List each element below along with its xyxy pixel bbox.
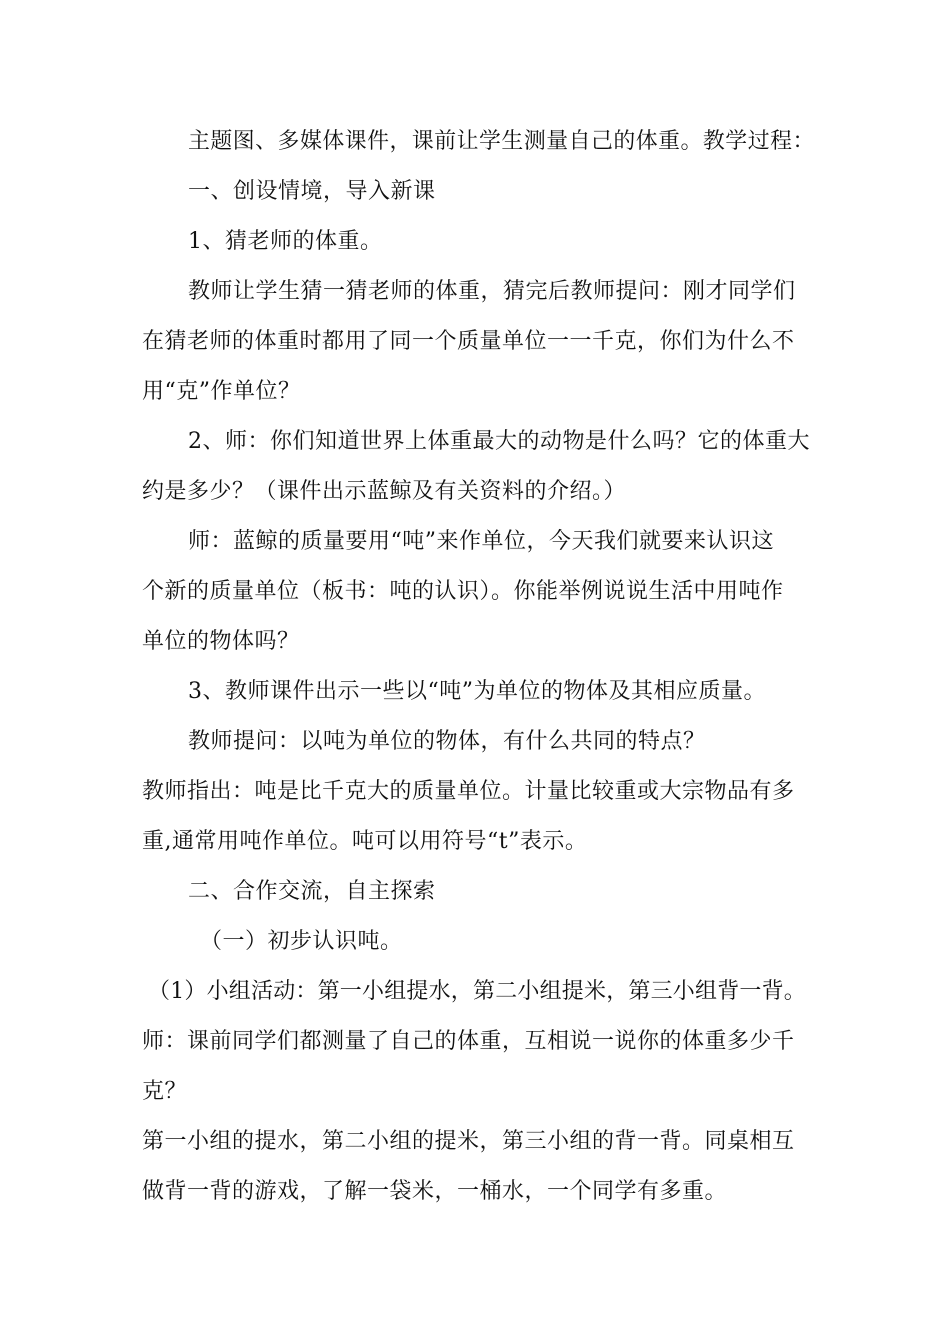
text-line: 教师提问：以吨为单位的物体，有什么共同的特点？ xyxy=(188,729,706,754)
text-line: 做背一背的游戏，了解一袋米，一桶水，一个同学有多重。 xyxy=(142,1179,728,1204)
section-heading: 一、创设情境，导入新课 xyxy=(188,179,436,204)
text-line: 3、教师课件出示一些以“吨”为单位的物体及其相应质量。 xyxy=(188,679,766,704)
text-line: 重,通常用吨作单位。吨可以用符号“t”表示。 xyxy=(142,829,588,854)
subsection-heading: （一）初步认识吨。 xyxy=(200,929,403,954)
text-line: 第一小组的提水，第二小组的提米，第三小组的背一背。同桌相互 xyxy=(142,1129,795,1154)
text-line: 教师指出：吨是比千克大的质量单位。计量比较重或大宗物品有多 xyxy=(142,779,795,804)
text-line: 主题图、多媒体课件，课前让学生测量自己的体重。教学过程： xyxy=(188,129,815,154)
text-line: 师：蓝鲸的质量要用“吨”来作单位，今天我们就要来认识这 xyxy=(188,529,774,554)
text-line: 1、猜老师的体重。 xyxy=(188,229,383,254)
text-line: 用“克”作单位？ xyxy=(142,379,301,404)
text-line: 2、师：你们知道世界上体重最大的动物是什么吗？它的体重大 xyxy=(188,429,810,454)
text-line: 师：课前同学们都测量了自己的体重，互相说一说你的体重多少千 xyxy=(142,1029,795,1054)
text-line: 个新的质量单位（板书：吨的认识）。你能举例说说生活中用吨作 xyxy=(142,579,784,604)
text-line: （1）小组活动：第一小组提水，第二小组提米，第三小组背一背。 xyxy=(148,979,806,1004)
text-line: 单位的物体吗？ xyxy=(142,629,300,654)
text-line: 教师让学生猜一猜老师的体重，猜完后教师提问：刚才同学们 xyxy=(188,279,796,304)
text-line: 在猜老师的体重时都用了同一个质量单位一一千克，你们为什么不 xyxy=(142,329,795,354)
text-line: 克？ xyxy=(142,1079,188,1104)
section-heading: 二、合作交流，自主探索 xyxy=(188,879,436,904)
text-line: 约是多少？（课件出示蓝鲸及有关资料的介绍。） xyxy=(142,479,627,504)
